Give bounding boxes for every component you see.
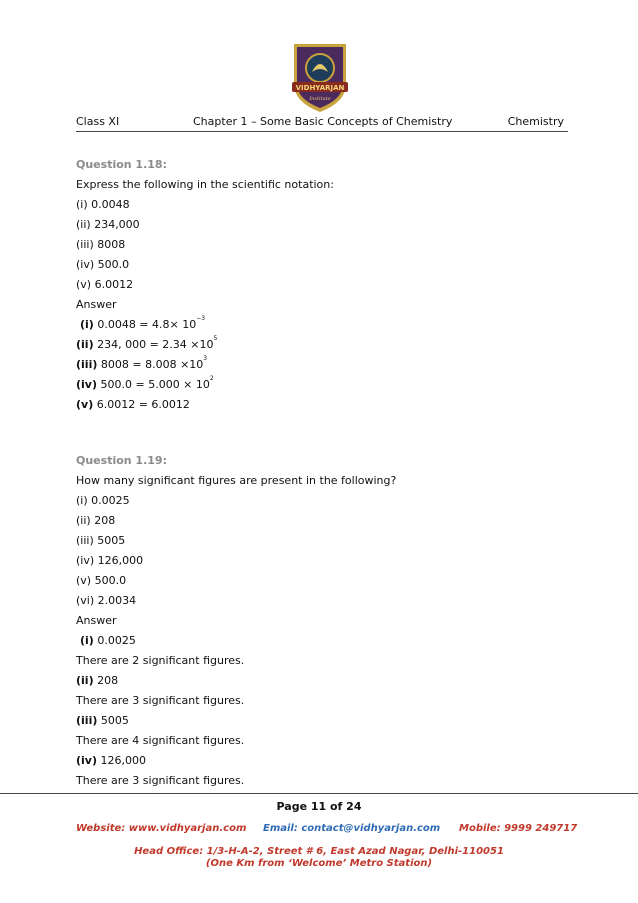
answer-line [76,395,576,415]
office-landmark-line: (One Km from ‘Welcome’ Metro Station) [205,858,433,869]
answer-explanation: There are 4 significant figures. [76,734,245,747]
answer-number: (i) [80,634,94,647]
class-label: Class XI [76,115,120,128]
question-prompt: Express the following in the scientific notation: [76,178,334,191]
answer-number: (i) [80,318,94,331]
answer-text: 0.0025 [93,634,136,647]
exponent: 3 [203,355,208,362]
answer-line [76,375,576,395]
question-prompt: How many significant figures are present in the following? [76,474,397,487]
mobile-number: Mobile: 9999 249717 [459,823,578,834]
email-link[interactable]: Email: contact@vidhyarjan.com [263,823,441,834]
question-item: (iii) 8008 [76,238,126,251]
exponent: 2 [209,375,214,382]
head-office-address [0,846,638,870]
logo-emblem-icon [288,40,352,114]
question-item: (v) 6.0012 [76,278,134,291]
answer-line [76,711,576,731]
answer-number: (iv) [76,378,97,391]
subject-label: Chemistry [507,115,564,128]
answer-label: Answer [76,614,117,627]
question-item: (ii) 234,000 [76,218,140,231]
footer-divider [0,793,638,794]
answer-text: 5005 [97,714,129,727]
exponent: −3 [196,315,206,322]
answer-text: 234, 000 = 2.34 ×10 [93,338,214,351]
question-item: (i) 0.0025 [76,494,130,507]
question-title: Question 1.19: [76,454,167,467]
exponent: 5 [213,335,218,342]
page-number: Page 11 of 24 [276,800,362,813]
answer-line [76,335,576,355]
answer-text: 126,000 [97,754,146,767]
section-gap [76,415,576,451]
main-content [76,155,576,791]
answer-line [76,355,576,375]
question-item: (v) 500.0 [76,574,127,587]
answer-line [76,315,576,335]
institute-logo [288,40,352,114]
answer-explanation: There are 3 significant figures. [76,694,245,707]
answer-number: (v) [76,398,94,411]
question-item: (iv) 126,000 [76,554,144,567]
answer-text: 500.0 = 5.000 × 10 [97,378,210,391]
answer-explanation: There are 3 significant figures. [76,774,245,787]
answer-number: (ii) [76,338,94,351]
answer-explanation: There are 2 significant figures. [76,654,245,667]
answer-number: (iv) [76,754,97,767]
logo-text: VIDHYARJAN [295,84,345,92]
question-item: (i) 0.0048 [76,198,130,211]
office-address-line: Head Office: 1/3-H-A-2, Street # 6, East Azad Nagar, Delhi-110051 [134,846,504,857]
question-item: (iii) 5005 [76,534,126,547]
answer-number: (iii) [76,358,98,371]
answer-line [76,671,576,691]
answer-label: Answer [76,298,117,311]
answer-text: 0.0048 = 4.8× 10 [93,318,197,331]
answer-text: 208 [93,674,119,687]
answer-text: 6.0012 = 6.0012 [93,398,190,411]
answer-line [76,631,576,651]
question-item: (vi) 2.0034 [76,594,137,607]
answer-number: (ii) [76,674,94,687]
question-item: (iv) 500.0 [76,258,130,271]
chapter-title: Chapter 1 – Some Basic Concepts of Chemistry [193,115,453,128]
answer-text: 8008 = 8.008 ×10 [97,358,204,371]
website-link[interactable]: Website: www.vidhyarjan.com [76,823,247,834]
question-item: (ii) 208 [76,514,116,527]
page-header [76,115,568,132]
logo-subtext: Institute [309,96,331,102]
answer-number: (iii) [76,714,98,727]
answer-line [76,751,576,771]
question-title: Question 1.18: [76,158,167,171]
